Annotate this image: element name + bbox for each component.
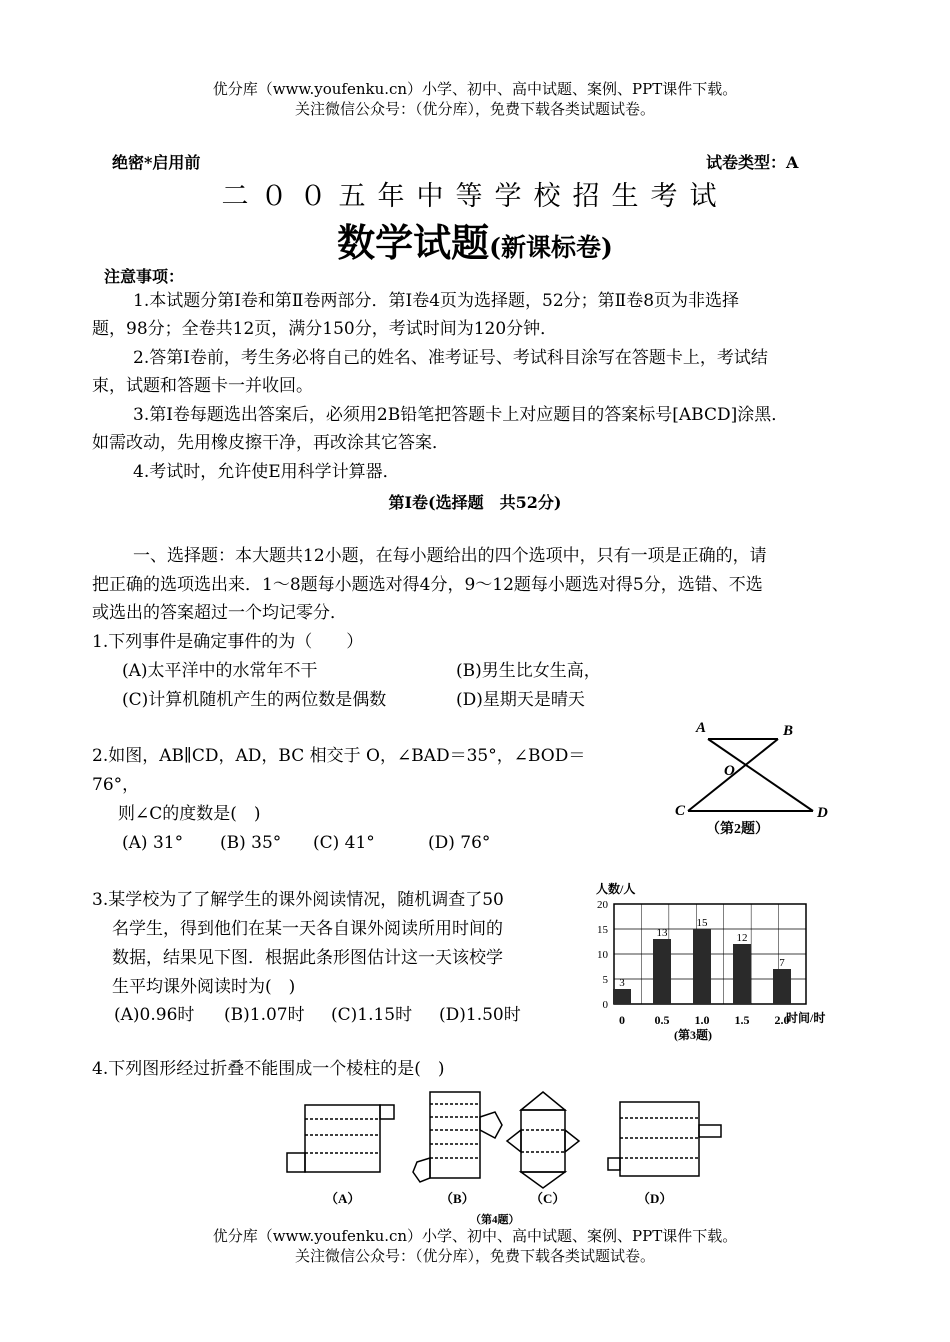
section-title: 第Ⅰ卷(选择题 共52分) — [388, 493, 562, 512]
chart-data-label: 7 — [779, 957, 785, 969]
q2-option-a: (A) 31° — [122, 833, 184, 853]
q3-stem-c: 数据，结果见下图．根据此条形图估计这一天该校学 — [112, 948, 503, 968]
q2-stem-a: 2.如图，AB∥CD，AD，BC 相交于 O，∠BAD＝35°，∠BOD＝ — [92, 746, 586, 766]
net-a-label: （A） — [325, 1191, 361, 1206]
q3-stem-d: 生平均课外阅读时为( ) — [112, 977, 296, 997]
chart-ytick-label: 0 — [602, 999, 608, 1011]
q1-option-c: (C)计算机随机产生的两位数是偶数 — [122, 690, 387, 710]
q1-option-b: (B)男生比女生高， — [456, 661, 601, 681]
chart-data-label: 12 — [736, 932, 748, 944]
chart-xtick-label: 2.0 — [774, 1013, 790, 1027]
point-d-label: D — [817, 805, 828, 821]
chart-xlabel: 时间/时 — [786, 1011, 826, 1025]
chart-ylabel: 人数/人 — [596, 882, 636, 896]
chart-bar — [773, 969, 791, 1004]
net-a — [287, 1105, 394, 1172]
q1-option-d: (D)星期天是晴天 — [456, 690, 585, 710]
net-c-label: （C） — [530, 1191, 566, 1206]
net-d — [608, 1102, 721, 1176]
q4-stem: 4.下列图形经过折叠不能围成一个棱柱的是( ) — [92, 1059, 445, 1079]
confidential-label: 绝密*启用前 — [112, 153, 201, 172]
chart-xtick-label: 0 — [619, 1013, 625, 1027]
q4-figures — [280, 1090, 730, 1230]
note-3a: 3.第Ⅰ卷每题选出答案后，必须用2B铅笔把答题卡上对应题目的答案标号[ABCD]涂黑． — [133, 405, 789, 425]
paper-title-main: 数学试题 — [337, 220, 490, 265]
chart-bar — [653, 939, 671, 1004]
q2-stem-c: 则∠C的度数是( ) — [118, 804, 261, 824]
q2-stem-b: 76°， — [92, 775, 140, 795]
chart-ytick-label: 5 — [602, 974, 608, 986]
note-2b: 束，试题和答题卡一并收回。 — [92, 376, 313, 396]
paper-type-label: 试卷类型：A — [706, 153, 799, 172]
chart-xtick-label: 1.5 — [734, 1013, 750, 1027]
q2-figure — [670, 715, 840, 845]
net-b — [413, 1092, 502, 1182]
q2-option-c: (C) 41° — [313, 833, 375, 853]
banner-bottom-line2: 关注微信公众号：（优分库），免费下载各类试题试卷。 — [294, 1247, 655, 1265]
point-c-label: C — [675, 803, 686, 819]
chart-ytick-label: 15 — [597, 924, 608, 936]
q4-caption: （第4题） — [470, 1214, 520, 1226]
note-3b: 如需改动，先用橡皮擦干净，再改涂其它答案． — [92, 433, 449, 453]
banner-top-line1: 优分库（www.youfenku.cn）小学、初中、高中试题、案例、PPT课件下载。 — [212, 80, 738, 98]
chart-bar — [613, 989, 631, 1004]
note-1a: 1.本试题分第Ⅰ卷和第Ⅱ卷两部分．第Ⅰ卷4页为选择题，52分；第Ⅱ卷8页为非选择 — [133, 291, 740, 311]
q3-option-c: (C)1.15时 — [331, 1005, 413, 1025]
note-2a: 2.答第Ⅰ卷前，考生务必将自己的姓名、准考证号、考试科目涂写在答题卡上，考试结 — [133, 348, 768, 368]
banner-bottom-line1: 优分库（www.youfenku.cn）小学、初中、高中试题、案例、PPT课件下载。 — [212, 1227, 738, 1245]
section-intro-c: 或选出的答案超过一个均记零分． — [92, 603, 347, 623]
exam-title: 二００五年中等学校招生考试 — [221, 181, 729, 212]
notes-heading: 注意事项： — [104, 267, 185, 286]
point-b-label: B — [783, 723, 794, 739]
chart-data-label: 15 — [696, 917, 708, 929]
net-d-label: （D） — [637, 1191, 673, 1206]
q2-caption: （第2题） — [706, 822, 769, 837]
net-c — [507, 1092, 579, 1188]
q3-option-d: (D)1.50时 — [439, 1005, 521, 1025]
note-1b: 题，98分；全卷共12页，满分150分，考试时间为120分钟． — [92, 319, 558, 339]
q3-stem-b: 名学生，得到他们在某一天各自课外阅读所用时间的 — [112, 919, 503, 939]
q1-stem: 1.下列事件是确定事件的为（ ） — [92, 632, 364, 652]
q3-stem-a: 3.某学校为了了解学生的课外阅读情况，随机调查了50 — [92, 890, 504, 910]
banner-top-line2: 关注微信公众号：（优分库），免费下载各类试题试卷。 — [294, 100, 655, 118]
chart-ytick-label: 10 — [597, 949, 608, 961]
chart-xtick-label: 1.0 — [694, 1013, 710, 1027]
section-intro-b: 把正确的选项选出来．1～8题每小题选对得4分，9～12题每小题选对得5分，选错、不选 — [92, 575, 763, 595]
note-4: 4.考试时，允许使E用科学计算器． — [133, 462, 400, 482]
section-intro-a: 一、选择题：本大题共12小题，在每小题给出的四个选项中，只有一项是正确的，请 — [133, 546, 767, 566]
q2-option-d: (D) 76° — [428, 833, 491, 853]
q1-option-a: (A)太平洋中的水常年不干 — [122, 661, 318, 681]
chart-xtick-label: 0.5 — [654, 1013, 670, 1027]
chart-bar — [733, 944, 751, 1004]
q3-option-b: (B)1.07时 — [224, 1005, 305, 1025]
point-a-label: A — [696, 720, 707, 736]
chart-data-label: 13 — [656, 927, 668, 939]
chart-data-label: 3 — [619, 977, 625, 989]
chart-caption: (第3题) — [674, 1028, 712, 1042]
q2-option-b: (B) 35° — [220, 833, 282, 853]
q3-option-a: (A)0.96时 — [114, 1005, 195, 1025]
paper-title — [0, 212, 950, 267]
point-o-label: O — [724, 763, 735, 779]
chart-ytick-label: 20 — [597, 899, 608, 911]
q3-bar-chart — [588, 878, 850, 1050]
paper-title-sub: (新课标卷) — [489, 233, 613, 262]
net-b-label: （B） — [440, 1191, 475, 1206]
chart-bar — [693, 929, 711, 1004]
